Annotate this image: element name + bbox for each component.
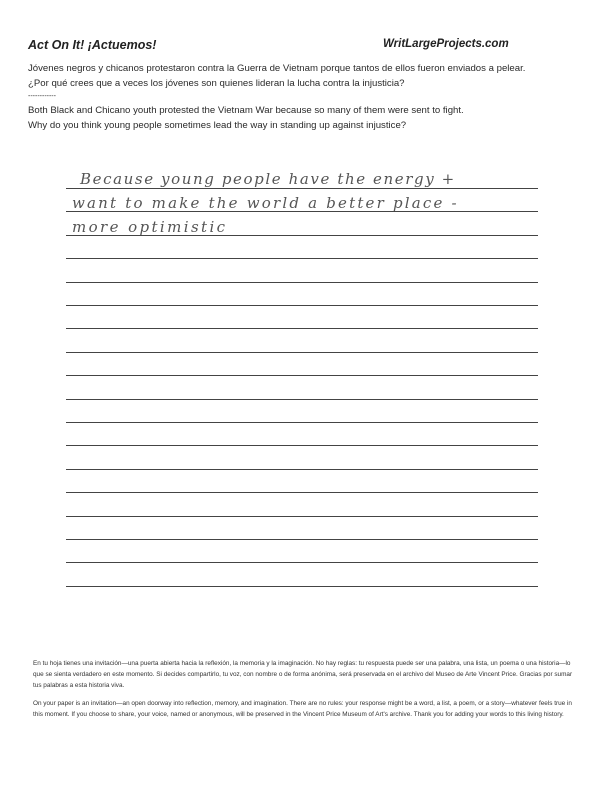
writing-line xyxy=(66,282,538,283)
handwritten-response-line-1: Because young people have the energy + xyxy=(80,170,456,188)
worksheet-title: Act On It! ¡Actuemos! xyxy=(28,38,157,52)
footer-invitation-es: En tu hoja tienes una invitación—una puerta abierta hacia la reflexión, la memoria y la imaginación. No hay reglas: tu respuesta puede ser una palabra, una lista, un poema o una historia—lo que se sienta verdadero en este momento. Si decides compartirlo, tu voz, con nombre o de forma anónima, será preservada en el archivo del Museo de Arte Vincent Price. Gracias por sumar tus palabras a esta historia viva. xyxy=(33,660,573,689)
prompt-en-line-1: Both Black and Chicano youth protested the Vietnam War because so many of them were sent to fight. xyxy=(28,105,464,116)
prompt-separator: ------------ xyxy=(28,93,56,100)
writing-line xyxy=(66,258,538,259)
writing-line xyxy=(66,305,538,306)
writing-line xyxy=(66,586,538,587)
prompt-es-line-2: ¿Por qué crees que a veces los jóvenes son quienes lideran la lucha contra la injusticia? xyxy=(28,78,405,89)
writing-line xyxy=(66,516,538,517)
writing-line xyxy=(66,399,538,400)
writing-line xyxy=(66,445,538,446)
handwritten-response-line-3: more optimistic xyxy=(72,218,228,236)
writing-line xyxy=(66,352,538,353)
writing-line xyxy=(66,469,538,470)
prompt-es-line-1: Jóvenes negros y chicanos protestaron contra la Guerra de Vietnam porque tantos de ellos fueron enviados a pelear. xyxy=(28,63,526,74)
writing-line xyxy=(66,188,538,189)
writing-line xyxy=(66,375,538,376)
writing-line xyxy=(66,328,538,329)
writing-line xyxy=(66,422,538,423)
writing-line xyxy=(66,539,538,540)
prompt-en-line-2: Why do you think young people sometimes lead the way in standing up against injustice? xyxy=(28,120,407,131)
website-label: WritLargeProjects.com xyxy=(383,38,509,50)
writing-line xyxy=(66,492,538,493)
footer-invitation-en: On your paper is an invitation—an open doorway into reflection, memory, and imagination. There are no rules: your response might be a word, a list, a poem, or a story—whatever feels true in this moment. If you choose to share, your voice, named or anonymous, will be preserved in the Vincent Price Museum of Art's archive. Thank you for adding your words to this living history. xyxy=(33,700,572,718)
handwritten-response-line-2: want to make the world a better place - xyxy=(72,194,459,212)
writing-line xyxy=(66,562,538,563)
